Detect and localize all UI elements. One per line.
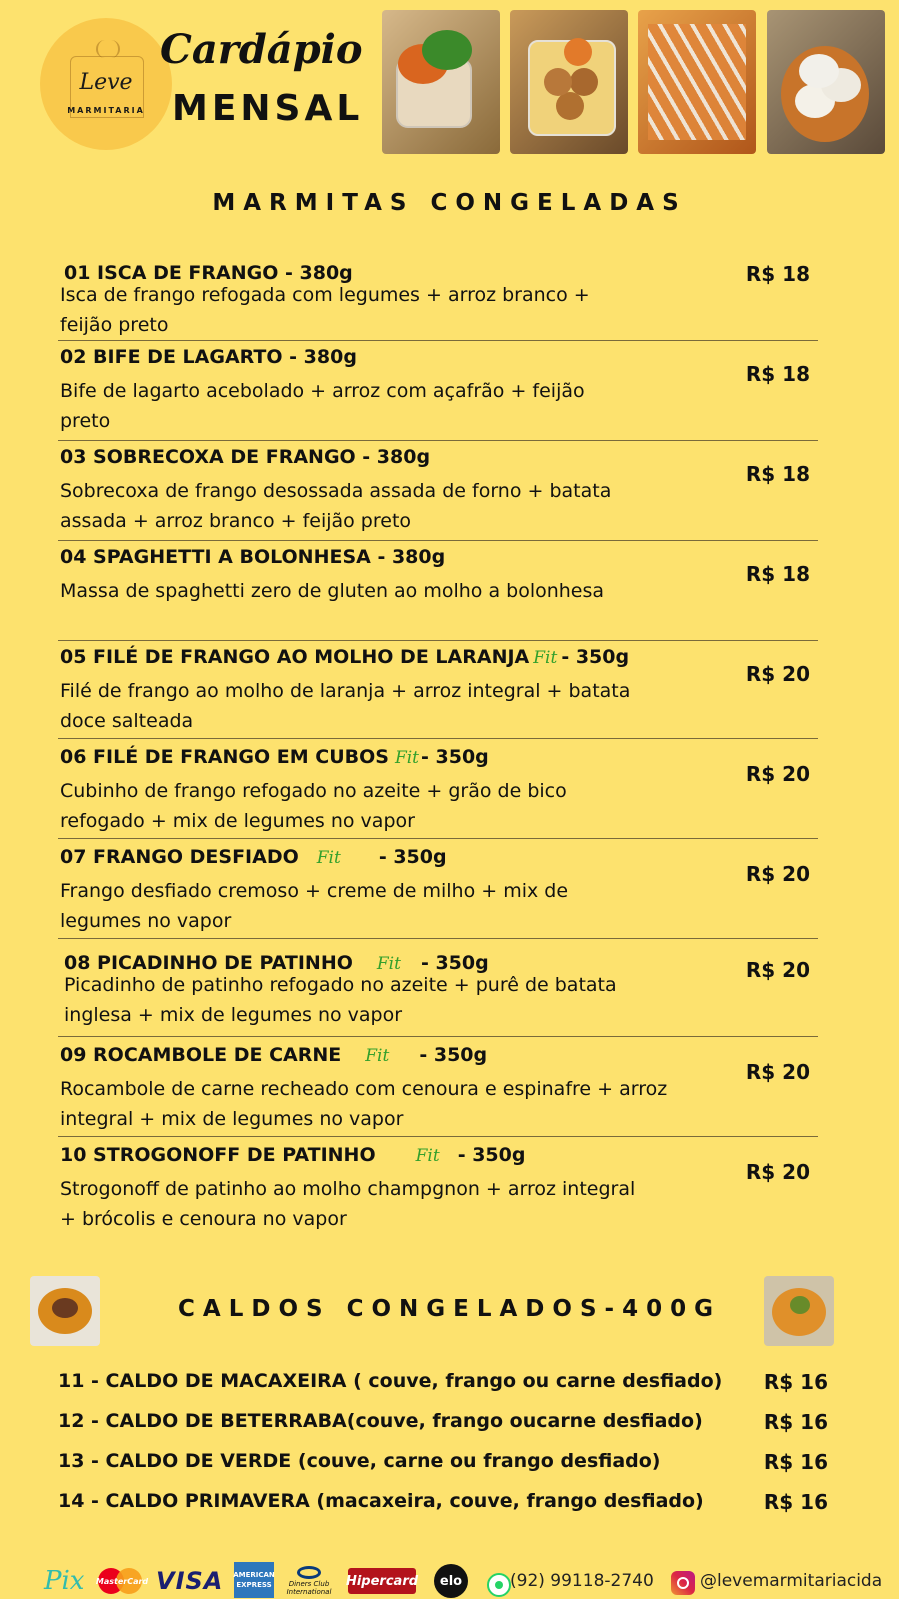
food-photo bbox=[767, 10, 885, 154]
item-price: R$ 18 bbox=[745, 262, 810, 286]
hipercard-icon: Hipercard bbox=[348, 1568, 416, 1594]
caldo-item bbox=[58, 1490, 828, 1512]
item-price: R$ 20 bbox=[745, 958, 810, 982]
item-name-row bbox=[60, 646, 629, 668]
caldo-price: R$ 16 bbox=[763, 1410, 828, 1434]
item-name: 02 BIFE DE LAGARTO - 380g bbox=[60, 346, 357, 368]
menu-item bbox=[58, 262, 818, 341]
menu-item bbox=[58, 952, 818, 1037]
item-price: R$ 20 bbox=[745, 662, 810, 686]
item-description: Bife de lagarto acebolado + arroz com açafrão + feijão preto bbox=[60, 380, 585, 432]
menu-title-script: Cardápio bbox=[160, 26, 363, 73]
footer bbox=[0, 1560, 899, 1596]
item-name-row bbox=[60, 746, 489, 768]
food-photo bbox=[382, 10, 500, 154]
caldo-item bbox=[58, 1410, 828, 1432]
caldo-price: R$ 16 bbox=[763, 1450, 828, 1474]
diners-label: Diners Club International bbox=[286, 1580, 332, 1596]
fit-badge: Fit bbox=[533, 648, 558, 668]
item-name-row bbox=[60, 1044, 487, 1066]
item-name: 08 PICADINHO DE PATINHO bbox=[64, 952, 353, 974]
item-name: 05 FILÉ DE FRANGO AO MOLHO DE LARANJA bbox=[60, 646, 530, 668]
whatsapp-number[interactable]: (92) 99118-2740 bbox=[510, 1571, 654, 1591]
item-description: Rocambole de carne recheado com cenoura e espinafre + arroz integral + mix de legumes no vapor bbox=[60, 1078, 668, 1130]
menu-item bbox=[58, 846, 818, 939]
item-name: 01 ISCA DE FRANGO - 380g bbox=[64, 262, 353, 284]
menu-item bbox=[58, 646, 818, 739]
elo-icon: elo bbox=[434, 1564, 468, 1598]
item-name: 06 FILÉ DE FRANGO EM CUBOS bbox=[60, 746, 389, 768]
amex-icon: AMERICAN EXPRESS bbox=[234, 1562, 274, 1598]
mastercard-icon bbox=[95, 1566, 149, 1596]
fit-badge: Fit bbox=[415, 1146, 440, 1166]
fit-badge: Fit bbox=[394, 748, 420, 768]
caldo-name: 14 - CALDO PRIMAVERA (macaxeira, couve, frango desfiado) bbox=[58, 1490, 704, 1512]
caldo-item bbox=[58, 1370, 828, 1392]
item-price: R$ 20 bbox=[745, 862, 810, 886]
item-description: Picadinho de patinho refogado no azeite + purê de batata inglesa + mix de legumes no vapor bbox=[64, 974, 617, 1026]
logo-name: Leve bbox=[79, 70, 133, 95]
fit-badge: Fit bbox=[365, 1046, 390, 1066]
item-price: R$ 18 bbox=[745, 462, 810, 486]
item-description: Sobrecoxa de frango desossada assada de forno + batata assada + arroz branco + feijão preto bbox=[60, 480, 612, 532]
item-weight: - 350g bbox=[420, 952, 489, 974]
item-name: 09 ROCAMBOLE DE CARNE bbox=[60, 1044, 342, 1066]
caldo-name: 12 - CALDO DE BETERRABA(couve, frango oucarne desfiado) bbox=[58, 1410, 703, 1432]
item-name: 07 FRANGO DESFIADO bbox=[60, 846, 299, 868]
menu-item bbox=[58, 1144, 818, 1236]
food-photo bbox=[510, 10, 628, 154]
menu-title-mensal: MENSAL bbox=[172, 88, 364, 129]
item-price: R$ 18 bbox=[745, 562, 810, 586]
fit-badge: Fit bbox=[316, 848, 341, 868]
whatsapp-icon bbox=[487, 1573, 511, 1597]
item-name: 04 SPAGHETTI A BOLONHESA - 380g bbox=[60, 546, 446, 568]
item-description: Cubinho de frango refogado no azeite + grão de bico refogado + mix de legumes no vapor bbox=[60, 780, 567, 832]
logo-subtitle: MARMITARIA bbox=[67, 106, 145, 115]
menu-item bbox=[58, 446, 818, 541]
caldo-price: R$ 16 bbox=[763, 1370, 828, 1394]
menu-item bbox=[58, 746, 818, 839]
caldo-name: 13 - CALDO DE VERDE (couve, carne ou frango desfiado) bbox=[58, 1450, 661, 1472]
caldo-price: R$ 16 bbox=[763, 1490, 828, 1514]
item-weight: - 350g bbox=[421, 746, 489, 768]
menu-item bbox=[58, 346, 818, 441]
section-title-caldos: CALDOS CONGELADOS-400G bbox=[178, 1296, 721, 1322]
instagram-icon bbox=[671, 1571, 695, 1595]
item-weight: - 350g bbox=[378, 846, 447, 868]
menu-item bbox=[58, 1044, 818, 1137]
mastercard-label: MasterCard bbox=[95, 1576, 149, 1586]
item-name-row bbox=[60, 1144, 525, 1166]
item-weight: - 350g bbox=[419, 1044, 488, 1066]
item-name-row bbox=[60, 846, 447, 868]
pix-icon: Pix bbox=[44, 1566, 85, 1596]
item-price: R$ 18 bbox=[745, 362, 810, 386]
item-name: 03 SOBRECOXA DE FRANGO - 380g bbox=[60, 446, 431, 468]
item-weight: - 350g bbox=[457, 1144, 526, 1166]
item-price: R$ 20 bbox=[745, 1160, 810, 1184]
item-description: Filé de frango ao molho de laranja + arroz integral + batata doce salteada bbox=[60, 680, 631, 732]
menu-item bbox=[58, 546, 818, 641]
fit-badge: Fit bbox=[376, 954, 401, 974]
item-price: R$ 20 bbox=[745, 762, 810, 786]
item-description: Strogonoff de patinho ao molho champgnon + arroz integral + brócolis e cenoura no vapor bbox=[60, 1178, 636, 1230]
instagram-handle[interactable]: @levemarmitariacida bbox=[700, 1571, 883, 1591]
caldo-item bbox=[58, 1450, 828, 1472]
item-description: Massa de spaghetti zero de gluten ao molho a bolonhesa bbox=[60, 580, 605, 602]
section-title-marmitas: MARMITAS CONGELADAS bbox=[212, 190, 687, 216]
visa-icon: VISA bbox=[156, 1567, 224, 1595]
item-description: Frango desfiado cremoso + creme de milho + mix de legumes no vapor bbox=[60, 880, 569, 932]
item-name: 10 STROGONOFF DE PATINHO bbox=[60, 1144, 376, 1166]
brand-logo bbox=[40, 18, 172, 150]
caldo-name: 11 - CALDO DE MACAXEIRA ( couve, frango ou carne desfiado) bbox=[58, 1370, 723, 1392]
item-weight: - 350g bbox=[561, 646, 630, 668]
food-photo bbox=[638, 10, 756, 154]
item-price: R$ 20 bbox=[745, 1060, 810, 1084]
diners-icon bbox=[284, 1566, 334, 1596]
item-description: Isca de frango refogada com legumes + arroz branco + feijão preto bbox=[60, 284, 590, 336]
